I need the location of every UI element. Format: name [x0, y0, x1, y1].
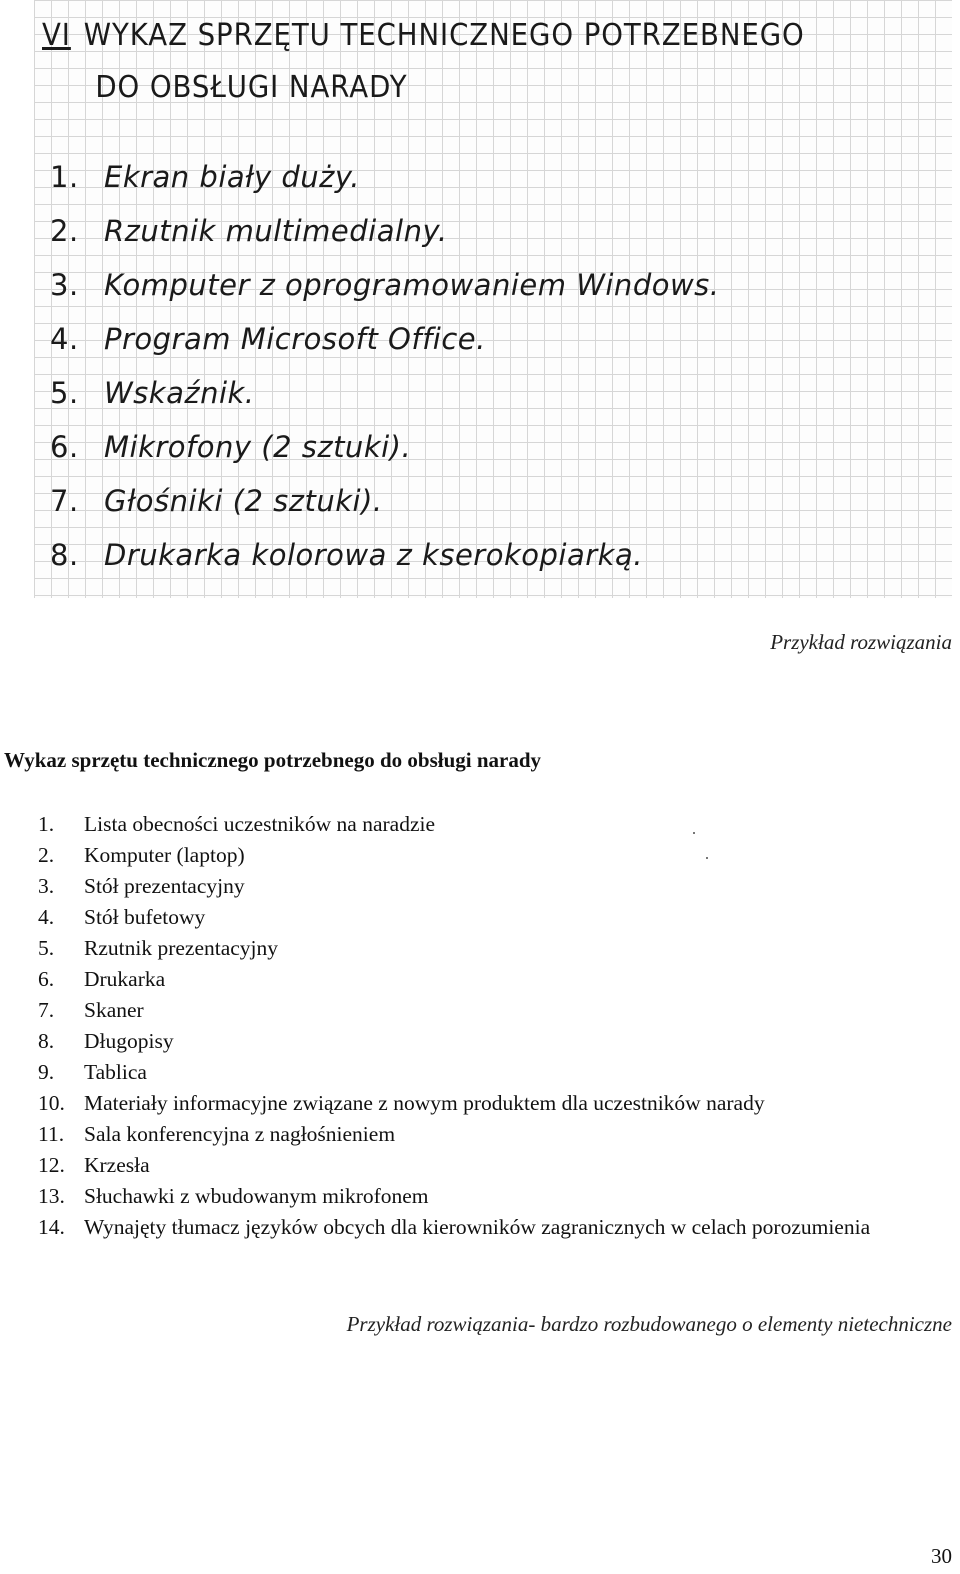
list-item: [38, 809, 948, 840]
item-number: 14.: [38, 1215, 65, 1239]
list-item: [38, 995, 948, 1026]
item-text: Tablica: [84, 1060, 147, 1084]
typed-list: [38, 809, 948, 1243]
item-number: 8.: [50, 538, 79, 572]
list-item: [50, 366, 720, 420]
item-text: Krzesła: [84, 1153, 150, 1177]
title-text-line2: DO OBSŁUGI NARADY: [95, 70, 408, 105]
list-item: [38, 1088, 948, 1119]
list-item: [38, 1212, 948, 1243]
list-item: [38, 1026, 948, 1057]
item-text: Drukarka: [84, 967, 166, 991]
scan-speck: [706, 857, 708, 859]
item-text: Komputer z oprogramowaniem Windows.: [104, 268, 720, 302]
item-text: Drukarka kolorowa z kserokopiarką.: [104, 538, 643, 572]
list-item: [38, 902, 948, 933]
item-text: Rzutnik prezentacyjny: [84, 936, 279, 960]
list-item: [50, 312, 720, 366]
item-text: Mikrofony (2 sztuki).: [104, 430, 412, 464]
item-text: Rzutnik multimedialny.: [104, 214, 448, 248]
item-number: 7.: [50, 484, 79, 518]
item-text: Sala konferencyjna z nagłośnieniem: [84, 1122, 396, 1146]
typed-heading: Wykaz sprzętu technicznego potrzebnego do obsługi narady: [4, 748, 542, 772]
item-text: Komputer (laptop): [84, 843, 245, 867]
list-item: [50, 420, 720, 474]
item-text: Program Microsoft Office.: [104, 322, 486, 356]
list-item: [38, 1181, 948, 1212]
item-text: Ekran biały duży.: [104, 160, 360, 194]
item-number: 2.: [38, 843, 55, 867]
handwritten-title-line1: [42, 10, 875, 62]
caption-extended-solution: Przykład rozwiązania- bardzo rozbudowanego o elementy nietechniczne: [346, 1312, 952, 1336]
item-number: 10.: [38, 1091, 65, 1115]
item-text: Wynajęty tłumacz języków obcych dla kierowników zagranicznych w celach porozumienia: [84, 1215, 871, 1239]
item-number: 12.: [38, 1153, 65, 1177]
handwritten-scan: [34, 0, 952, 598]
item-text: Stół prezentacyjny: [84, 874, 245, 898]
item-text: Głośniki (2 sztuki).: [104, 484, 383, 518]
item-text: Stół bufetowy: [84, 905, 206, 929]
handwritten-title-line2: [42, 62, 875, 114]
list-item: [38, 1057, 948, 1088]
item-text: Skaner: [84, 998, 144, 1022]
handwritten-list: [50, 150, 720, 582]
section-number: VI: [42, 18, 71, 53]
item-number: 4.: [50, 322, 79, 356]
list-item: [50, 474, 720, 528]
list-item: [50, 150, 720, 204]
item-number: 13.: [38, 1184, 65, 1208]
list-item: [38, 933, 948, 964]
item-text: Wskaźnik.: [104, 376, 255, 410]
handwritten-title: [42, 10, 875, 114]
item-number: 9.: [38, 1060, 55, 1084]
item-number: 4.: [38, 905, 55, 929]
list-item: [38, 871, 948, 902]
item-text: Słuchawki z wbudowanym mikrofonem: [84, 1184, 429, 1208]
list-item: [50, 204, 720, 258]
list-item: [38, 1150, 948, 1181]
item-number: 6.: [50, 430, 79, 464]
item-number: 5.: [38, 936, 55, 960]
item-number: 1.: [50, 160, 79, 194]
caption-example-solution: Przykład rozwiązania: [770, 630, 952, 654]
item-text: Lista obecności uczestników na naradzie: [84, 812, 436, 836]
title-text-line1: WYKAZ SPRZĘTU TECHNICZNEGO POTRZEBNEGO: [83, 18, 805, 53]
item-number: 5.: [50, 376, 79, 410]
item-number: 8.: [38, 1029, 55, 1053]
item-number: 6.: [38, 967, 55, 991]
item-number: 2.: [50, 214, 79, 248]
item-number: 7.: [38, 998, 55, 1022]
list-item: [38, 964, 948, 995]
item-text: Materiały informacyjne związane z nowym produktem dla uczestników narady: [84, 1091, 765, 1115]
item-text: Długopisy: [84, 1029, 174, 1053]
list-item: [50, 528, 720, 582]
scan-speck: [693, 832, 695, 834]
item-number: 3.: [38, 874, 55, 898]
item-number: 3.: [50, 268, 79, 302]
list-item: [50, 258, 720, 312]
item-number: 11.: [38, 1122, 65, 1146]
page-number: 30: [931, 1544, 952, 1568]
item-number: 1.: [38, 812, 55, 836]
list-item: [38, 840, 948, 871]
list-item: [38, 1119, 948, 1150]
